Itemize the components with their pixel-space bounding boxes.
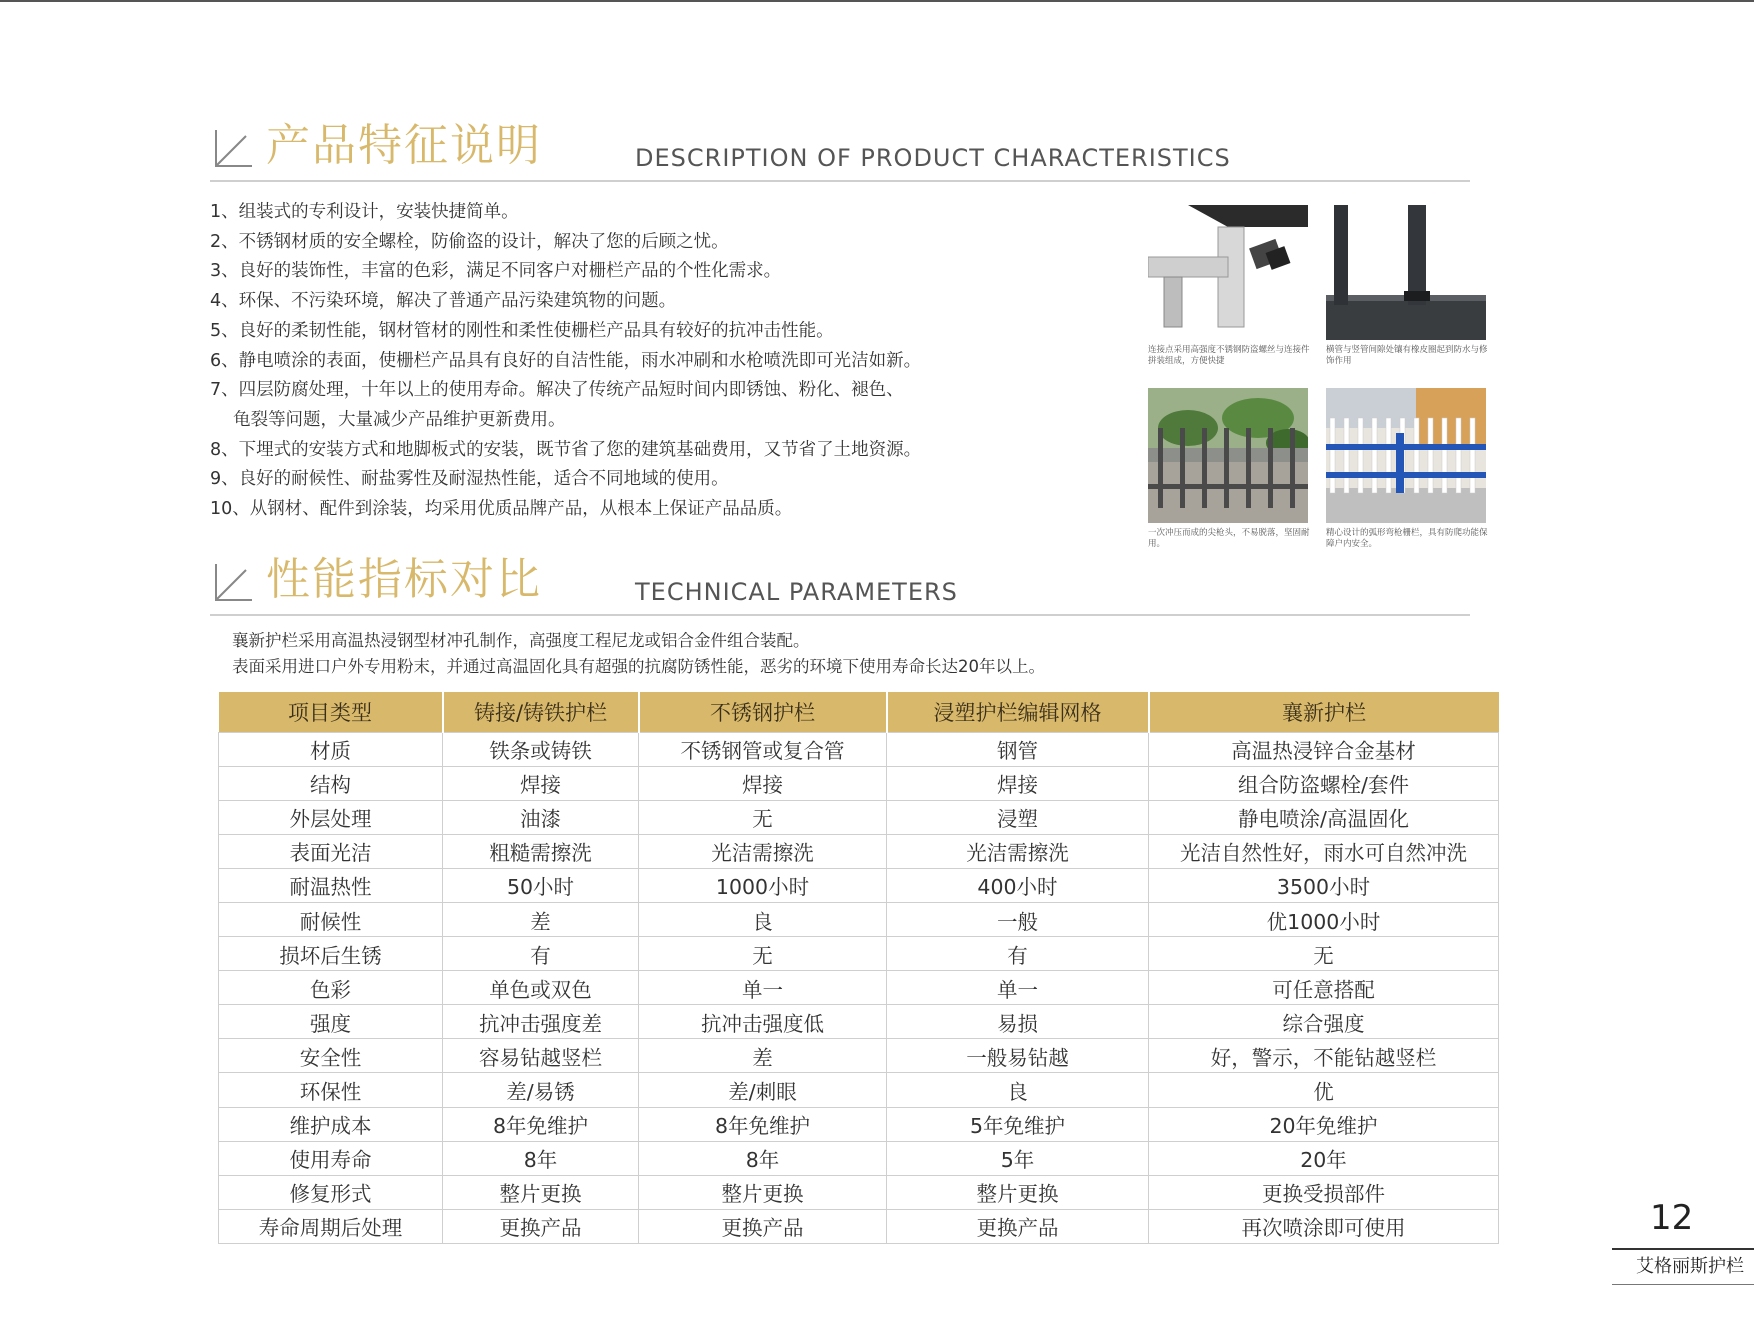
curved-fence-photo bbox=[1326, 388, 1486, 523]
table-cell: 8年 bbox=[639, 1141, 887, 1175]
table-cell: 无 bbox=[1149, 937, 1499, 971]
table-cell: 20年 bbox=[1149, 1141, 1499, 1175]
rubber-ring-photo bbox=[1326, 205, 1486, 340]
footer-divider bbox=[1612, 1284, 1754, 1285]
table-row bbox=[219, 766, 1499, 800]
section-header-parameters bbox=[210, 552, 1470, 612]
table-cell: 良 bbox=[887, 1073, 1149, 1107]
table-cell: 5年免维护 bbox=[887, 1107, 1149, 1141]
table-cell: 抗冲击强度差 bbox=[443, 1005, 639, 1039]
table-row bbox=[219, 902, 1499, 936]
table-cell: 5年 bbox=[887, 1141, 1149, 1175]
table-cell: 8年免维护 bbox=[443, 1107, 639, 1141]
table-cell: 易损 bbox=[887, 1005, 1149, 1039]
table-cell: 优 bbox=[1149, 1073, 1499, 1107]
table-cell: 容易钻越竖栏 bbox=[443, 1039, 639, 1073]
table-cell: 8年免维护 bbox=[639, 1107, 887, 1141]
table-body bbox=[219, 732, 1499, 1243]
feature-item: 9、良好的耐候性、耐盐雾性及耐湿热性能，适合不同地域的使用。 bbox=[210, 469, 729, 490]
corner-mark-icon bbox=[212, 126, 256, 170]
table-header-cell: 浸塑护栏编辑网格 bbox=[887, 692, 1149, 732]
feature-item: 龟裂等问题，大量减少产品维护更新费用。 bbox=[210, 409, 566, 430]
table-cell: 一般 bbox=[887, 902, 1149, 936]
feature-item: 8、下埋式的安装方式和地脚板式的安装，既节省了您的建筑基础费用，又节省了土地资源。 bbox=[210, 439, 922, 460]
section-title-en: DESCRIPTION OF PRODUCT CHARACTERISTICS bbox=[635, 144, 1231, 172]
intro-line: 襄新护栏采用高温热浸钢型材冲孔制作，高强度工程尼龙或铝合金件组合装配。 bbox=[232, 631, 810, 650]
table-cell: 差/刺眼 bbox=[639, 1073, 887, 1107]
table-row bbox=[219, 800, 1499, 834]
table-row bbox=[219, 1005, 1499, 1039]
page-number: 12 bbox=[1650, 1198, 1694, 1238]
spear-top-fence-photo bbox=[1148, 388, 1308, 523]
table-row-label: 耐候性 bbox=[219, 902, 443, 936]
section-header-characteristics bbox=[210, 118, 1470, 178]
section-title-cn: 性能指标对比 bbox=[266, 554, 542, 605]
table-cell: 整片更换 bbox=[887, 1175, 1149, 1209]
table-row-label: 环保性 bbox=[219, 1073, 443, 1107]
table-cell: 钢管 bbox=[887, 732, 1149, 766]
table-cell: 单一 bbox=[887, 971, 1149, 1005]
table-cell: 焊接 bbox=[639, 766, 887, 800]
table-cell: 不锈钢管或复合管 bbox=[639, 732, 887, 766]
table-row-label: 维护成本 bbox=[219, 1107, 443, 1141]
feature-item: 2、不锈钢材质的安全螺栓，防偷盗的设计，解决了您的后顾之忧。 bbox=[210, 231, 729, 252]
table-row bbox=[219, 937, 1499, 971]
table-row-label: 安全性 bbox=[219, 1039, 443, 1073]
table-row bbox=[219, 1175, 1499, 1209]
feature-item: 6、静电喷涂的表面，使栅栏产品具有良好的自洁性能，雨水冲刷和水枪喷洗即可光洁如新。 bbox=[210, 350, 922, 371]
table-cell: 400小时 bbox=[887, 868, 1149, 902]
table-cell: 一般易钻越 bbox=[887, 1039, 1149, 1073]
table-cell: 粗糙需擦洗 bbox=[443, 834, 639, 868]
table-cell: 单色或双色 bbox=[443, 971, 639, 1005]
photo-caption-3: 一次冲压而成的尖枪头，不易脱落，坚固耐用。 bbox=[1148, 528, 1310, 549]
table-row-label: 外层处理 bbox=[219, 800, 443, 834]
table-cell: 更换产品 bbox=[443, 1209, 639, 1243]
photo-caption-4: 精心设计的弧形弯枪栅栏，具有防爬功能保障户内安全。 bbox=[1326, 528, 1488, 549]
table-cell: 油漆 bbox=[443, 800, 639, 834]
table-cell: 好，警示，不能钻越竖栏 bbox=[1149, 1039, 1499, 1073]
table-cell: 焊接 bbox=[887, 766, 1149, 800]
table-row-label: 修复形式 bbox=[219, 1175, 443, 1209]
table-row-label: 结构 bbox=[219, 766, 443, 800]
table-row-label: 寿命周期后处理 bbox=[219, 1209, 443, 1243]
table-header-cell: 铸接/铸铁护栏 bbox=[443, 692, 639, 732]
connector-joint-photo bbox=[1148, 205, 1308, 340]
table-row bbox=[219, 1209, 1499, 1243]
table-header-cell: 不锈钢护栏 bbox=[639, 692, 887, 732]
table-cell: 综合强度 bbox=[1149, 1005, 1499, 1039]
feature-item: 10、从钢材、配件到涂装，均采用优质品牌产品，从根本上保证产品品质。 bbox=[210, 499, 793, 520]
table-row-label: 色彩 bbox=[219, 971, 443, 1005]
section-title-cn: 产品特征说明 bbox=[266, 120, 542, 171]
table-cell: 可任意搭配 bbox=[1149, 971, 1499, 1005]
table-cell: 高温热浸锌合金基材 bbox=[1149, 732, 1499, 766]
table-header-cell: 襄新护栏 bbox=[1149, 692, 1499, 732]
table-row bbox=[219, 732, 1499, 766]
table-row bbox=[219, 1107, 1499, 1141]
table-cell: 抗冲击强度低 bbox=[639, 1005, 887, 1039]
table-cell: 3500小时 bbox=[1149, 868, 1499, 902]
table-row bbox=[219, 868, 1499, 902]
table-row-label: 使用寿命 bbox=[219, 1141, 443, 1175]
table-cell: 有 bbox=[887, 937, 1149, 971]
table-cell: 50小时 bbox=[443, 868, 639, 902]
table-cell: 差/易锈 bbox=[443, 1073, 639, 1107]
top-border-line bbox=[0, 0, 1754, 2]
table-row bbox=[219, 971, 1499, 1005]
intro-line: 表面采用进口户外专用粉末，并通过高温固化具有超强的抗腐防锈性能，恶劣的环境下使用寿命长达20年以上。 bbox=[232, 657, 1045, 676]
table-cell: 差 bbox=[443, 902, 639, 936]
table-cell: 差 bbox=[639, 1039, 887, 1073]
table-row-label: 损坏后生锈 bbox=[219, 937, 443, 971]
table-header-row bbox=[219, 692, 1499, 732]
corner-mark-icon bbox=[212, 560, 256, 604]
table-row bbox=[219, 1141, 1499, 1175]
table-row-label: 材质 bbox=[219, 732, 443, 766]
table-cell: 静电喷涂/高温固化 bbox=[1149, 800, 1499, 834]
table-header-cell: 项目类型 bbox=[219, 692, 443, 732]
table-cell: 无 bbox=[639, 800, 887, 834]
table-row-label: 耐温热性 bbox=[219, 868, 443, 902]
table-cell: 整片更换 bbox=[639, 1175, 887, 1209]
table-row-label: 表面光洁 bbox=[219, 834, 443, 868]
table-cell: 单一 bbox=[639, 971, 887, 1005]
table-cell: 优1000小时 bbox=[1149, 902, 1499, 936]
table-cell: 20年免维护 bbox=[1149, 1107, 1499, 1141]
table-cell: 光洁需擦洗 bbox=[887, 834, 1149, 868]
section-title-en: TECHNICAL PARAMETERS bbox=[635, 578, 958, 606]
table-cell: 铁条或铸铁 bbox=[443, 732, 639, 766]
section-divider bbox=[210, 614, 1470, 616]
table-row bbox=[219, 1073, 1499, 1107]
feature-item: 4、环保、不污染环境，解决了普通产品污染建筑物的问题。 bbox=[210, 291, 677, 312]
table-cell: 光洁自然性好，雨水可自然冲洗 bbox=[1149, 834, 1499, 868]
table-cell: 焊接 bbox=[443, 766, 639, 800]
section-divider bbox=[210, 180, 1470, 182]
table-cell: 无 bbox=[639, 937, 887, 971]
table-cell: 更换受损部件 bbox=[1149, 1175, 1499, 1209]
comparison-table bbox=[218, 692, 1499, 1244]
table-cell: 有 bbox=[443, 937, 639, 971]
table-cell: 更换产品 bbox=[887, 1209, 1149, 1243]
table-cell: 良 bbox=[639, 902, 887, 936]
feature-item: 1、组装式的专利设计，安装快捷简单。 bbox=[210, 202, 519, 222]
table-row-label: 强度 bbox=[219, 1005, 443, 1039]
photo-caption-2: 横管与竖管间隙处镶有橡皮圈起到防水与修饰作用 bbox=[1326, 345, 1488, 366]
table-cell: 再次喷涂即可使用 bbox=[1149, 1209, 1499, 1243]
table-cell: 浸塑 bbox=[887, 800, 1149, 834]
feature-item: 7、四层防腐处理，十年以上的使用寿命。解决了传统产品短时间内即锈蚀、粉化、褪色、 bbox=[210, 380, 904, 401]
table-cell: 光洁需擦洗 bbox=[639, 834, 887, 868]
table-cell: 8年 bbox=[443, 1141, 639, 1175]
table-row bbox=[219, 834, 1499, 868]
table-cell: 1000小时 bbox=[639, 868, 887, 902]
table-cell: 组合防盗螺栓/套件 bbox=[1149, 766, 1499, 800]
feature-list bbox=[210, 198, 1090, 525]
footer-divider bbox=[1612, 1248, 1754, 1250]
parameters-intro bbox=[232, 628, 1432, 680]
table-row bbox=[219, 1039, 1499, 1073]
feature-item: 3、良好的装饰性，丰富的色彩，满足不同客户对栅栏产品的个性化需求。 bbox=[210, 261, 782, 282]
table-cell: 整片更换 bbox=[443, 1175, 639, 1209]
brand-name: 艾格丽斯护栏 bbox=[1636, 1256, 1744, 1277]
feature-item: 5、良好的柔韧性能，钢材管材的刚性和柔性使栅栏产品具有较好的抗冲击性能。 bbox=[210, 320, 834, 341]
photo-caption-1: 连接点采用高强度不锈钢防盗螺丝与连接件拼装组成，方便快捷 bbox=[1148, 345, 1310, 366]
table-cell: 更换产品 bbox=[639, 1209, 887, 1243]
